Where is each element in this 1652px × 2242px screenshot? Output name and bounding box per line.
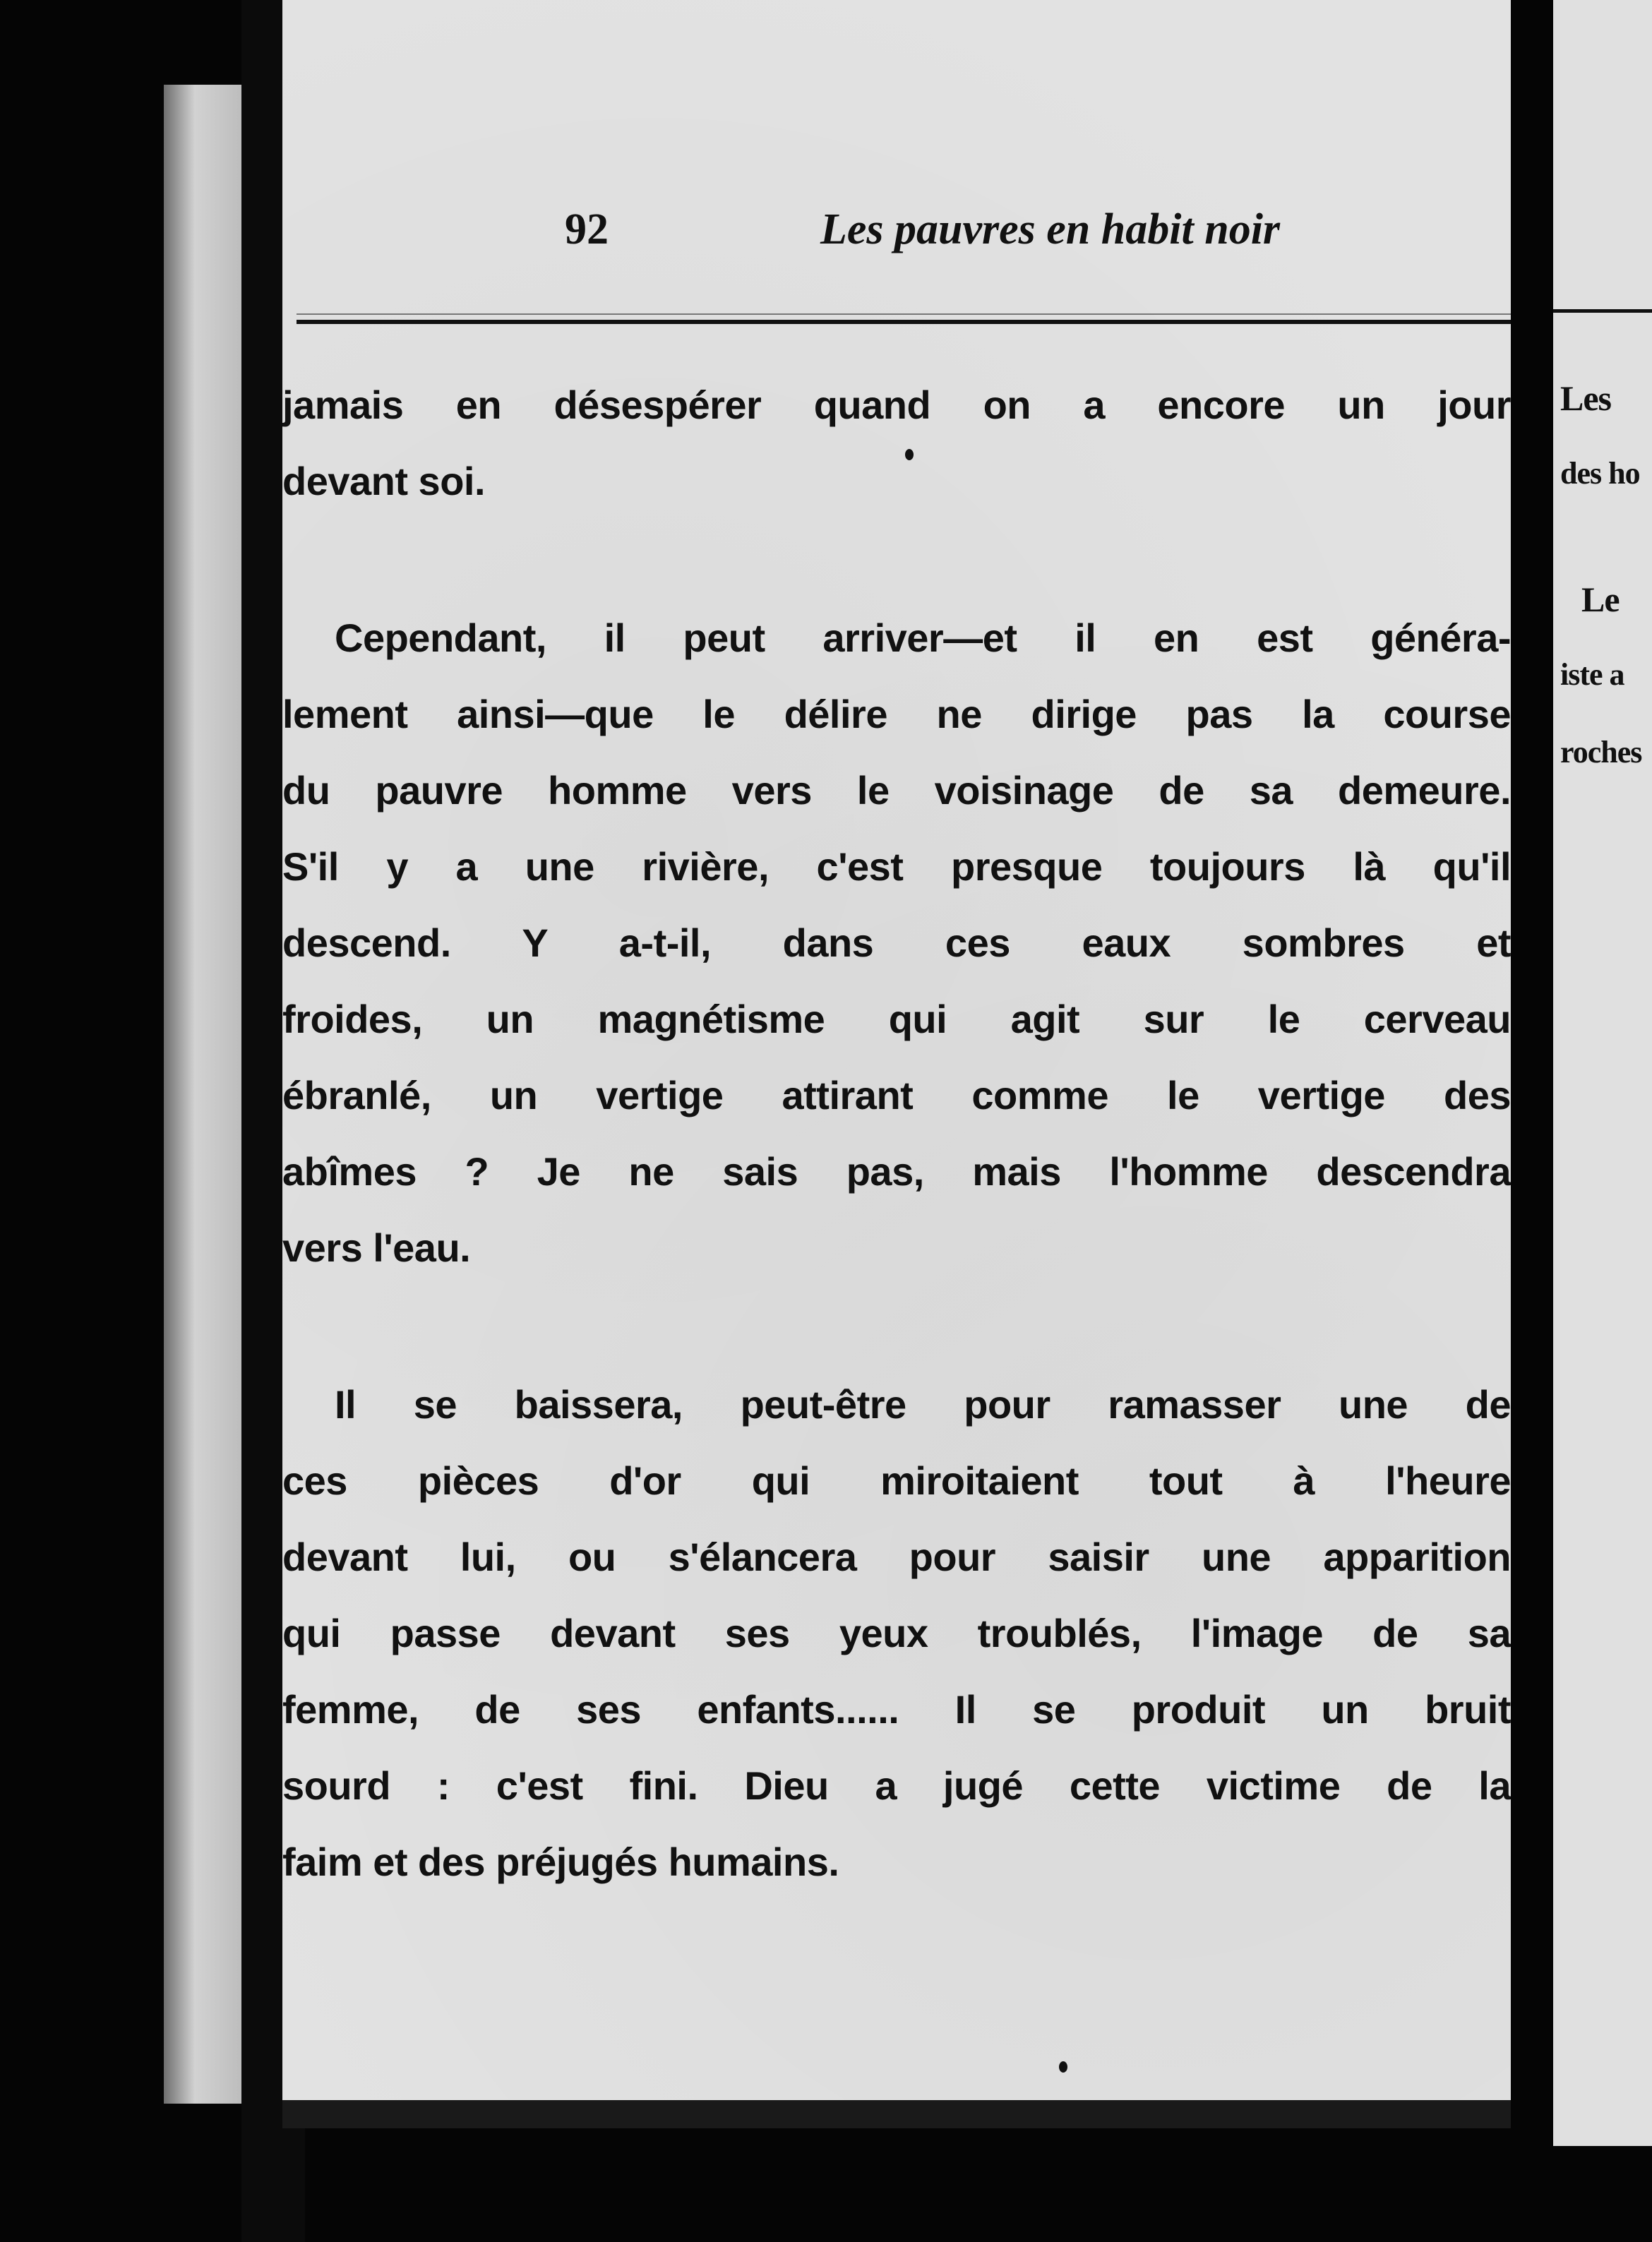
next-page-sliver xyxy=(1553,0,1652,2146)
text-line: Cependant, il peut arriver—et il en est généra- xyxy=(335,616,1511,660)
running-head xyxy=(282,205,1525,261)
running-title: Les pauvres en habit noir xyxy=(820,205,1281,253)
text-line: abîmes ? Je ne sais pas, mais l'homme descendra xyxy=(282,1149,1511,1194)
paragraph-1 xyxy=(282,367,1511,520)
text-line: ébranlé, un vertige attirant comme le vertige des xyxy=(282,1073,1511,1117)
text-line: femme, de ses enfants...... Il se produit un bruit xyxy=(282,1687,1511,1732)
text-line: froides, un magnétisme qui agit sur le cerveau xyxy=(282,997,1511,1041)
text-line: faim et des préjugés humains. xyxy=(282,1840,839,1884)
header-rule xyxy=(297,320,1511,324)
next-page-line: des ho xyxy=(1560,456,1640,491)
text-line: sourd : c'est fini. Dieu a jugé cette victime de la xyxy=(282,1763,1511,1808)
page-bottom-edge xyxy=(282,2100,1525,2128)
binding-fold xyxy=(1511,0,1553,2242)
text-line: lement ainsi—que le délire ne dirige pas la course xyxy=(282,692,1511,736)
body-text xyxy=(282,367,1511,1900)
text-line: jamais en désespérer quand on a encore un jour xyxy=(282,383,1511,427)
text-line: qui passe devant ses yeux troublés, l'image de sa xyxy=(282,1611,1511,1655)
page-number: 92 xyxy=(565,205,609,253)
paragraph-3 xyxy=(282,1367,1511,1900)
ink-speck xyxy=(1059,2061,1067,2073)
text-line: du pauvre homme vers le voisinage de sa demeure. xyxy=(282,768,1511,813)
next-page-line: roches xyxy=(1560,735,1642,769)
next-page-line: iste a xyxy=(1560,657,1624,692)
text-line: descend. Y a-t-il, dans ces eaux sombres et xyxy=(282,921,1511,965)
next-page-line: Les xyxy=(1560,378,1611,418)
next-page-rule xyxy=(1553,309,1652,313)
text-line: devant lui, ou s'élancera pour saisir une apparition xyxy=(282,1535,1511,1579)
text-line: vers l'eau. xyxy=(282,1225,471,1270)
paragraph-2 xyxy=(282,600,1511,1286)
text-line: Il se baissera, peut-être pour ramasser une de xyxy=(335,1382,1511,1427)
ink-speck xyxy=(905,449,914,460)
next-page-line: Le xyxy=(1581,580,1620,619)
header-rule-shadow xyxy=(297,313,1511,315)
text-line: ces pièces d'or qui miroitaient tout à l'heure xyxy=(282,1458,1511,1503)
text-line: S'il y a une rivière, c'est presque toujours là qu'il xyxy=(282,844,1511,889)
scan-edge-strip xyxy=(164,85,241,2104)
text-line: devant soi. xyxy=(282,459,486,503)
